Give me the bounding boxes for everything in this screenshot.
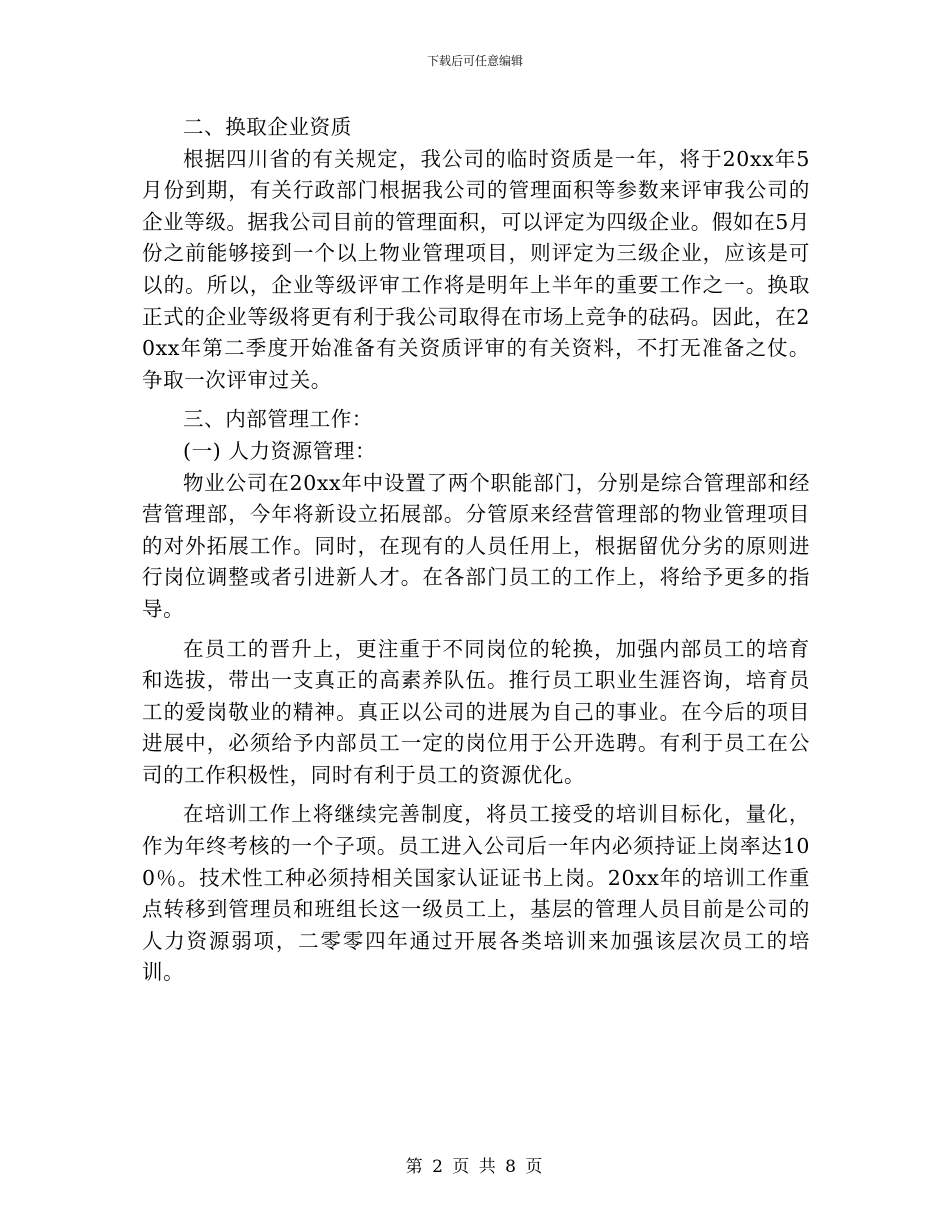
document-body — [142, 112, 810, 989]
section-heading-internal-management: 三、内部管理工作： — [183, 407, 373, 432]
page-header-note: 下载后可任意编辑 — [426, 54, 523, 68]
paragraph-promotion: 在员工的晋升上，更注重于不同岗位的轮换，加强内部员工的培育和选拔，带出一支真正的高素养队伍。推行员工职业生涯咨询，培育员工的爱岗敬业的精神。真正以公司的进展为自己的事业。在今后的项目进展中，必须给予内部员工一定的岗位用于公开选聘。有利于员工在公司的工作积极性，同时有利于员工的资源优化。 — [142, 636, 810, 787]
paragraph-training: 在培训工作上将继续完善制度，将员工接受的培训目标化，量化，作为年终考核的一个子项。员工进入公司后一年内必须持证上岗率达100％。技术性工种必须持相关国家认证证书上岗。20xx年的培训工作重点转移到管理员和班组长这一级员工上，基层的管理人员目前是公司的人力资源弱项，二零零四年通过开展各类培训来加强该层次员工的培训。 — [142, 802, 810, 985]
page-number: 第 2 页 共 8 页 — [405, 1157, 545, 1177]
paragraph-qualification: 根据四川省的有关规定，我公司的临时资质是一年，将于20xx年5月份到期，有关行政部门根据我公司的管理面积等参数来评审我公司的企业等级。据我公司目前的管理面积，可以评定为四级企业。假如在5月份之前能够接到一个以上物业管理项目，则评定为三级企业，应该是可以的。所以，企业等级评审工作将是明年上半年的重要工作之一。换取正式的企业等级将更有利于我公司取得在市场上竞争的砝码。因此，在20xx年第二季度开始准备有关资质评审的有关资料，不打无准备之仗。争取一次评审过关。 — [142, 146, 810, 392]
paragraph-departments: 物业公司在20xx年中设置了两个职能部门，分别是综合管理部和经营管理部，今年将新设立拓展部。分管原来经营管理部的物业管理项目的对外拓展工作。同时，在现有的人员任用上，根据留优分劣的原则进行岗位调整或者引进新人才。在各部门员工的工作上，将给予更多的指导。 — [142, 470, 810, 621]
section-heading-qualification: 二、换取企业资质 — [183, 115, 352, 139]
subheading-human-resources: (一) 人力资源管理： — [183, 438, 377, 463]
